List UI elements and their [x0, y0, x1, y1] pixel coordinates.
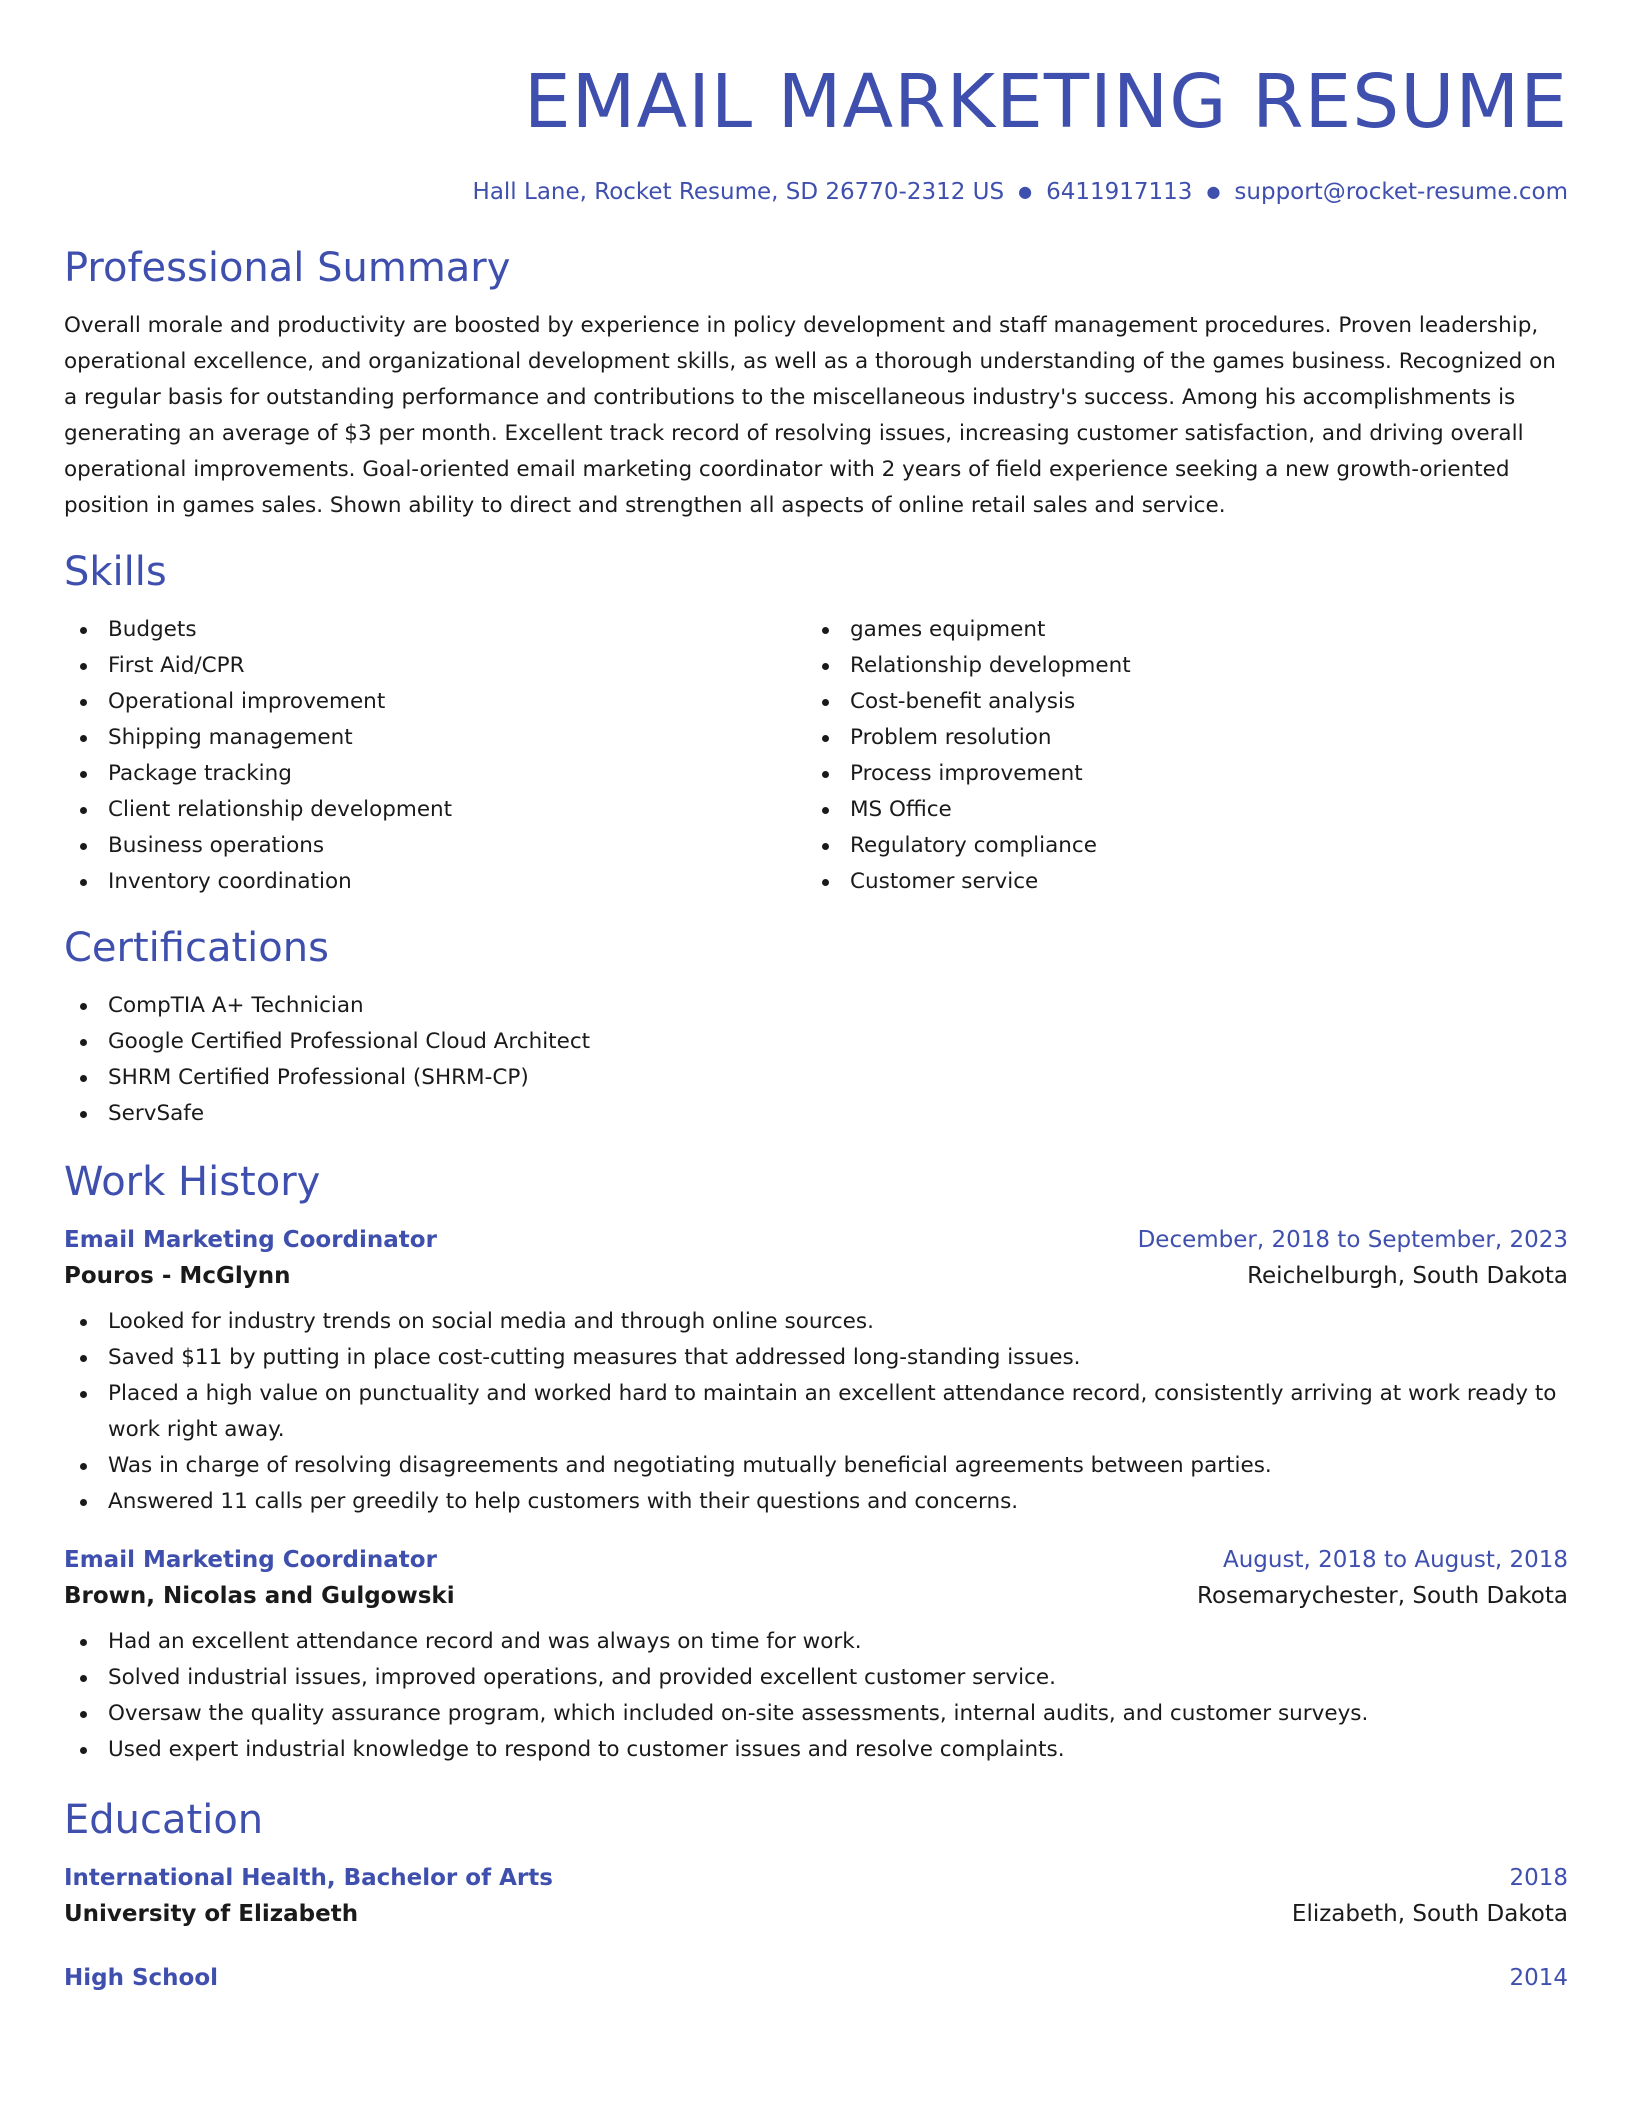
skill-item: Relationship development [806, 648, 1548, 684]
skill-item: MS Office [806, 792, 1548, 828]
certifications-section [64, 922, 1568, 1132]
certification-item: ServSafe [64, 1096, 1568, 1132]
skill-item: Operational improvement [64, 684, 806, 720]
job-bullet: Solved industrial issues, improved operations, and provided excellent customer service. [64, 1660, 1568, 1696]
education-year: 2018 [1509, 1865, 1568, 1891]
education-degree: International Health, Bachelor of Arts [64, 1865, 553, 1891]
education-section [64, 1794, 1568, 1994]
job-company: Brown, Nicolas and Gulgowski [64, 1583, 455, 1609]
job-bullet: Oversaw the quality assurance program, which included on-site assessments, internal audits, and customer surveys. [64, 1696, 1568, 1732]
summary-text: Overall morale and productivity are boosted by experience in policy development and staff management procedures. Proven leadership, operational excellence, and organizational development skills, as well as a thorough understanding of the games business. Recognized on a regular basis for outstanding performance and contributions to the miscellaneous industry's success. Among his accomplishments is generating an average of $3 per month. Excellent track record of resolving issues, increasing customer satisfaction, and driving overall operational improvements. Goal-oriented email marketing coordinator with 2 years of field experience seeking a new growth-oriented position in games sales. Shown ability to direct and strengthen all aspects of online retail sales and service. [64, 313, 1556, 518]
resume-title: EMAIL MARKETING RESUME [523, 59, 1568, 145]
skill-item: Cost-benefit analysis [806, 684, 1548, 720]
section-title-certifications: Certifications [64, 925, 329, 971]
skills-list-right [806, 612, 1548, 900]
education-school-row [64, 1894, 1568, 1934]
job-bullet: Used expert industrial knowledge to respond to customer issues and resolve complaints. [64, 1732, 1568, 1768]
separator-dot-icon: ● [1018, 182, 1033, 201]
job-bullet: Saved $11 by putting in place cost-cutting measures that addressed long-standing issues. [64, 1340, 1568, 1376]
job-bullet: Looked for industry trends on social media and through online sources. [64, 1304, 1568, 1340]
contact-phone: 6411917113 [1046, 179, 1193, 205]
contact-line [64, 176, 1568, 208]
skill-item: Shipping management [64, 720, 806, 756]
skill-item: Regulatory compliance [806, 828, 1548, 864]
job-entry [64, 1544, 1568, 1768]
education-location: Elizabeth, South Dakota [1291, 1901, 1568, 1927]
professional-summary-section [64, 242, 1568, 524]
education-entry [64, 1862, 1568, 1934]
skills-list-left [64, 612, 806, 900]
certification-item: SHRM Certified Professional (SHRM-CP) [64, 1060, 1568, 1096]
job-bullet: Placed a high value on punctuality and worked hard to maintain an excellent attendance record, consistently arriving at work ready to work right away. [64, 1376, 1568, 1448]
job-location: Rosemarychester, South Dakota [1197, 1583, 1568, 1609]
skill-item: Package tracking [64, 756, 806, 792]
job-dates: August, 2018 to August, 2018 [1223, 1547, 1568, 1573]
skill-item: Client relationship development [64, 792, 806, 828]
job-bullet: Had an excellent attendance record and was always on time for work. [64, 1624, 1568, 1660]
section-title-education: Education [64, 1797, 264, 1843]
section-title-work: Work History [64, 1159, 321, 1205]
education-degree: High School [64, 1965, 219, 1991]
resume-header [64, 0, 1568, 208]
job-title: Email Marketing Coordinator [64, 1227, 437, 1253]
certifications-list [64, 988, 1568, 1132]
skills-section [64, 546, 1568, 900]
job-bullets [64, 1304, 1568, 1520]
skills-grid [64, 612, 1568, 900]
job-bullet: Answered 11 calls per greedily to help customers with their questions and concerns. [64, 1484, 1568, 1520]
education-entry [64, 1962, 1568, 1994]
section-title-summary: Professional Summary [64, 245, 511, 291]
skill-item: Business operations [64, 828, 806, 864]
skill-item: Budgets [64, 612, 806, 648]
skill-item: Inventory coordination [64, 864, 806, 900]
job-header-row [64, 1224, 1568, 1256]
job-company-row [64, 1576, 1568, 1616]
job-header-row [64, 1544, 1568, 1576]
education-header-row [64, 1962, 1568, 1994]
education-school: University of Elizabeth [64, 1901, 359, 1927]
skill-item: games equipment [806, 612, 1548, 648]
job-company: Pouros - McGlynn [64, 1263, 291, 1289]
skill-item: Problem resolution [806, 720, 1548, 756]
skill-item: Process improvement [806, 756, 1548, 792]
job-entry [64, 1224, 1568, 1520]
job-bullet: Was in charge of resolving disagreements and negotiating mutually beneficial agreements between parties. [64, 1448, 1568, 1484]
skill-item: First Aid/CPR [64, 648, 806, 684]
skill-item: Customer service [806, 864, 1548, 900]
section-title-skills: Skills [64, 549, 167, 595]
job-dates: December, 2018 to September, 2023 [1137, 1227, 1568, 1253]
certification-item: CompTIA A+ Technician [64, 988, 1568, 1024]
job-location: Reichelburgh, South Dakota [1247, 1263, 1568, 1289]
job-title: Email Marketing Coordinator [64, 1547, 437, 1573]
job-company-row [64, 1256, 1568, 1296]
education-year: 2014 [1509, 1965, 1568, 1991]
work-history-section [64, 1156, 1568, 1768]
certification-item: Google Certified Professional Cloud Architect [64, 1024, 1568, 1060]
separator-dot-icon: ● [1206, 182, 1221, 201]
education-header-row [64, 1862, 1568, 1894]
contact-email: support@rocket-resume.com [1234, 179, 1568, 205]
contact-address: Hall Lane, Rocket Resume, SD 26770-2312 US [472, 179, 1005, 205]
job-bullets [64, 1624, 1568, 1768]
